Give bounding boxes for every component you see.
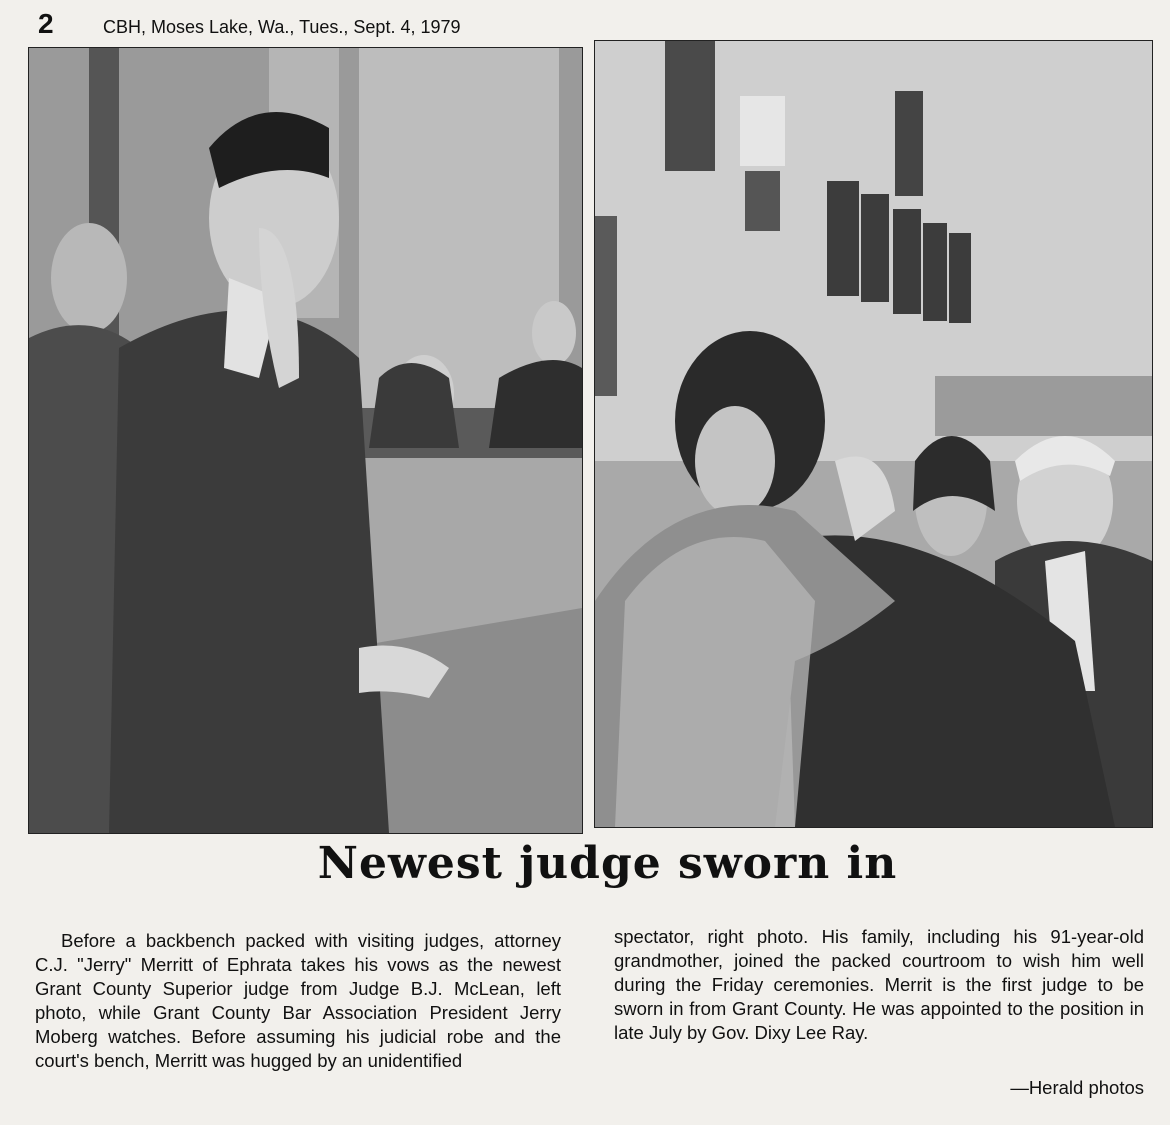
page-number: 2 [38, 8, 54, 39]
right-photo-hug [594, 40, 1153, 828]
article-column-right [614, 925, 1144, 1045]
article-column-left [35, 929, 561, 1073]
folio-line: CBH, Moses Lake, Wa., Tues., Sept. 4, 1979 [103, 17, 461, 37]
headline: Newest judge sworn in [317, 838, 898, 889]
photo-credit: —Herald photos [1010, 1077, 1144, 1098]
article-body-right: spectator, right photo. His family, including his 91-year-old grandmother, joined the packed courtroom to wish him well during the Friday ceremonies. Merrit is the first judge to be sworn in from Grant County. He was appointed to the position in late July by Gov. Dixy Lee Ray. [614, 926, 1144, 1043]
left-photo-swearing-in [28, 47, 583, 834]
article-body-left: Before a backbench packed with visiting judges, attorney C.J. "Jerry" Merritt of Ephrata takes his vows as the newest Grant County Superior judge from Judge B.J. McLean, left photo, while Grant County Bar Association President Jerry Moberg watches. Before assuming his judicial robe and the court's bench, Merritt was hugged by an unidentified [35, 930, 561, 1071]
